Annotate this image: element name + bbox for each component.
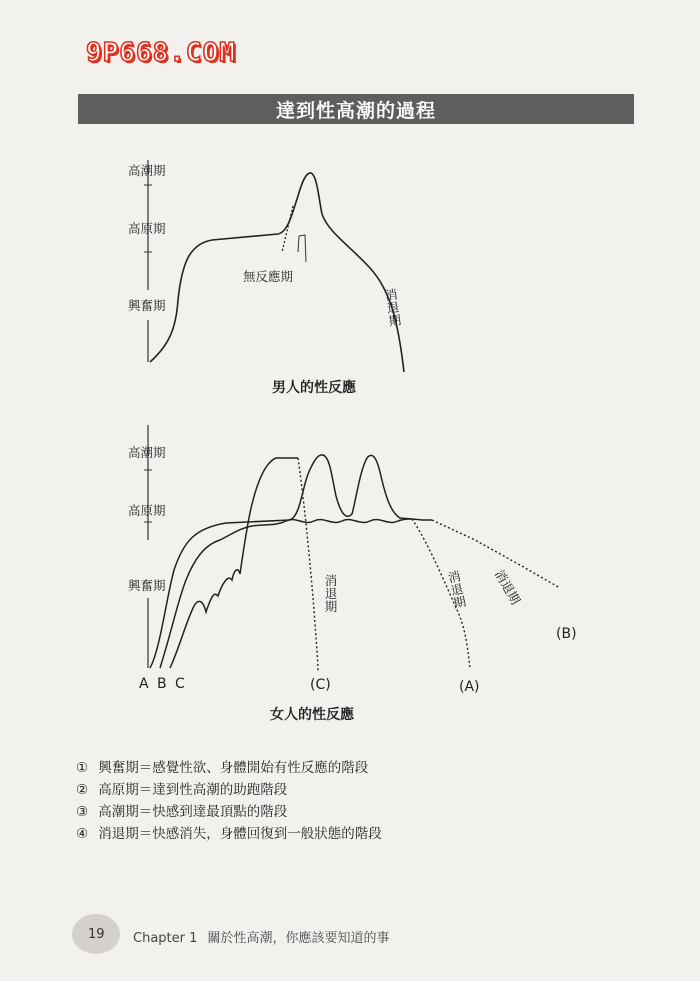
male-label-excitement: 興奮期 <box>128 298 166 313</box>
legend-number: ① <box>76 760 89 776</box>
legend-text: 消退期＝快感消失，身體回復到一般狀態的階段 <box>98 826 382 842</box>
page-number: 19 <box>88 927 105 942</box>
female-resolution-char: 消 <box>324 573 338 588</box>
legend-item <box>76 823 636 845</box>
female-resolution-char: 期 <box>324 599 338 615</box>
female-chart-caption: 女人的性反應 <box>270 707 354 723</box>
male-chart-caption: 男人的性反應 <box>272 380 356 396</box>
legend-text: 興奮期＝感覺性欲、身體開始有性反應的階段 <box>98 760 369 776</box>
female-resolution-char: 退 <box>449 580 465 599</box>
female-resolution-char: 期 <box>452 593 468 612</box>
female-curve-c-resolution <box>298 458 318 672</box>
running-footer <box>133 927 390 946</box>
female-label-orgasm: 高潮期 <box>128 445 166 460</box>
female-resolution-label-b: 消退期 <box>491 567 524 607</box>
female-label-excitement: 興奮期 <box>128 578 166 593</box>
legend-text: 高潮期＝快感到達最頂點的階段 <box>98 804 288 820</box>
female-end-c: (C) <box>310 677 331 693</box>
female-resolution-label-c <box>324 574 338 613</box>
female-curve-a <box>150 455 412 668</box>
legend-item <box>76 757 636 779</box>
watermark-logo: 9P668.COM <box>86 38 236 68</box>
legend-item <box>76 779 636 801</box>
female-label-plateau: 高原期 <box>128 503 166 518</box>
male-resolution-char: 退 <box>385 299 401 316</box>
legend-item <box>76 801 636 823</box>
male-refractory-dotted <box>282 206 293 252</box>
female-resolution-char: 退 <box>324 586 338 602</box>
female-start-b: B <box>157 676 167 692</box>
stage-legend <box>76 757 636 845</box>
male-refractory-pointer <box>298 235 306 262</box>
chapter-title: 關於性高潮，你應該要知道的事 <box>207 931 390 946</box>
female-curve-b <box>160 519 432 668</box>
female-start-c: C <box>175 676 185 692</box>
female-curve-c <box>170 458 298 668</box>
legend-text: 高原期＝達到性高潮的助跑階段 <box>98 782 288 798</box>
page-title: 達到性高潮的過程 <box>275 99 436 122</box>
female-end-a: (A) <box>459 679 480 695</box>
female-resolution-char: 消 <box>446 568 462 586</box>
male-refractory-label: 無反應期 <box>243 269 294 284</box>
chapter-label: Chapter 1 <box>133 931 198 946</box>
male-resolution-char: 期 <box>387 312 403 329</box>
legend-number: ③ <box>76 804 89 820</box>
female-end-b: (B) <box>556 626 577 642</box>
male-resolution-char: 消 <box>383 286 399 303</box>
male-label-plateau: 高原期 <box>128 221 166 236</box>
female-start-a: A <box>139 676 149 692</box>
legend-number: ④ <box>76 826 89 842</box>
legend-number: ② <box>76 782 89 798</box>
male-label-orgasm: 高潮期 <box>128 163 166 178</box>
